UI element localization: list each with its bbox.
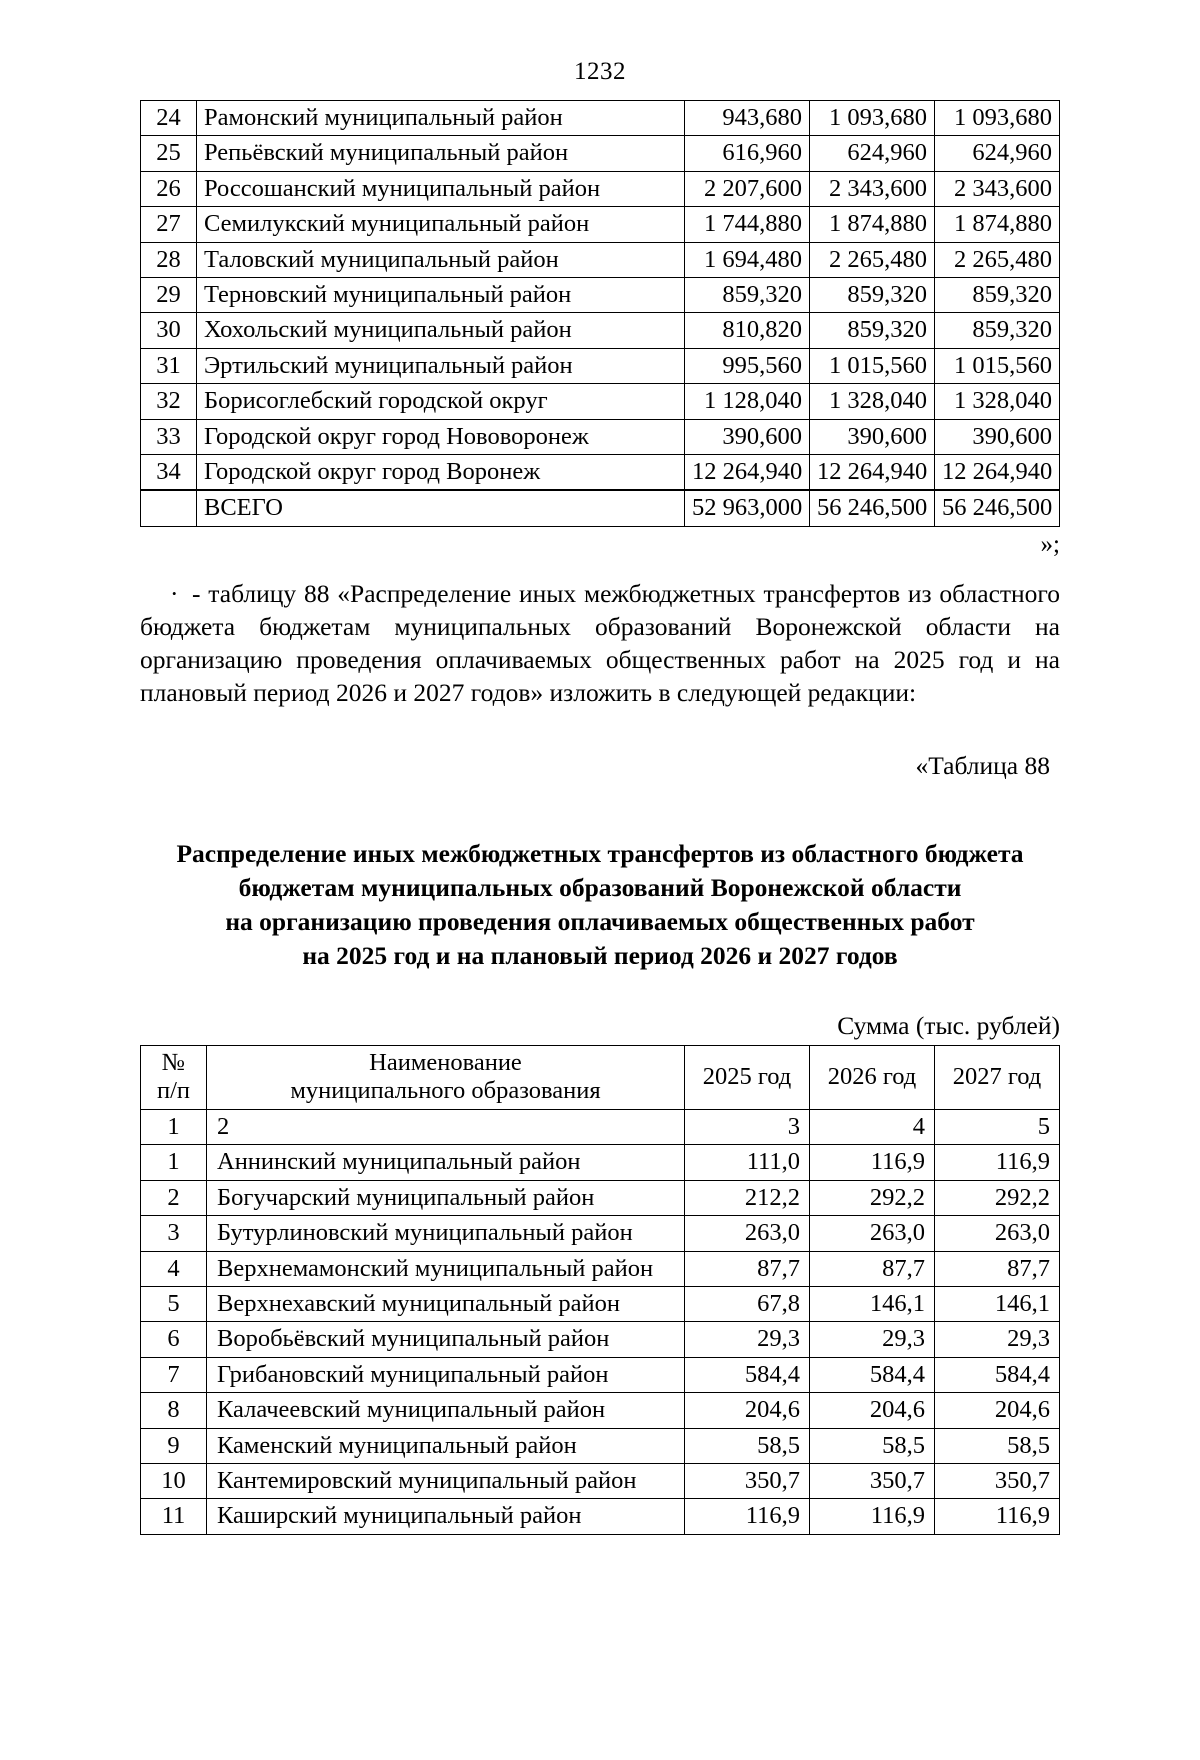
row-value-2027: 116,9 [935,1145,1060,1180]
table-row [141,1286,1060,1321]
row-number: 29 [141,278,197,313]
table-title-line-1: Распределение иных межбюджетных трансфертов из областного бюджета [176,839,1024,869]
column-number-4: 4 [810,1109,935,1144]
table-title-line-3: на организацию проведения оплачиваемых общественных работ [225,907,975,937]
table-head [141,1046,1060,1145]
table-row [141,1180,1060,1215]
row-name: Верхнехавский муниципальный район [207,1286,685,1321]
row-value-2025: 350,7 [685,1463,810,1498]
row-value-2027: 29,3 [935,1322,1060,1357]
row-value-2025: 116,9 [685,1499,810,1534]
table-row [141,1463,1060,1498]
row-number: 24 [141,101,197,136]
column-number-1: 1 [141,1109,207,1144]
row-value-2025: 67,8 [685,1286,810,1321]
header-number-line-2: п/п [156,1077,191,1105]
row-value-2027: 1 093,680 [935,101,1060,136]
total-value-2025: 52 963,000 [685,490,810,526]
row-value-2025: 87,7 [685,1251,810,1286]
row-value-2025: 263,0 [685,1216,810,1251]
table-label: «Таблица 88 [915,751,1050,781]
row-value-2025: 29,3 [685,1322,810,1357]
table-row [141,207,1060,242]
row-number: 32 [141,384,197,419]
row-number: 9 [141,1428,207,1463]
row-name: Верхнемамонский муниципальный район [207,1251,685,1286]
row-value-2025: 58,5 [685,1428,810,1463]
row-name: Таловский муниципальный район [197,242,685,277]
row-value-2027: 584,4 [935,1357,1060,1392]
row-name: Богучарский муниципальный район [207,1180,685,1215]
row-value-2027: 58,5 [935,1428,1060,1463]
table-row [141,384,1060,419]
row-value-2027: 204,6 [935,1393,1060,1428]
table-title [135,837,1065,973]
row-number: 1 [141,1145,207,1180]
row-value-2026: 390,600 [810,419,935,454]
row-number: 28 [141,242,197,277]
row-value-2026: 1 093,680 [810,101,935,136]
row-number: 31 [141,348,197,383]
total-value-2027: 56 246,500 [935,490,1060,526]
row-value-2025: 204,6 [685,1393,810,1428]
row-value-2027: 859,320 [935,278,1060,313]
row-value-2027: 1 015,560 [935,348,1060,383]
column-number-3: 3 [685,1109,810,1144]
header-cell-number [141,1046,207,1110]
row-value-2027: 2 265,480 [935,242,1060,277]
table-row [141,136,1060,171]
row-name: Каширский муниципальный район [207,1499,685,1534]
table-row [141,455,1060,491]
row-value-2027: 263,0 [935,1216,1060,1251]
row-number: 27 [141,207,197,242]
column-number-2: 2 [207,1109,685,1144]
row-name: Эртильский муниципальный район [197,348,685,383]
table-body [141,101,1060,527]
table-row [141,1393,1060,1428]
table-row [141,101,1060,136]
row-value-2026: 859,320 [810,278,935,313]
row-value-2027: 146,1 [935,1286,1060,1321]
row-value-2025: 1 694,480 [685,242,810,277]
row-value-2025: 995,560 [685,348,810,383]
table-row [141,313,1060,348]
row-value-2026: 116,9 [810,1145,935,1180]
row-number: 6 [141,1322,207,1357]
row-value-2026: 292,2 [810,1180,935,1215]
header-number-line-1: № [161,1049,186,1077]
paragraph-text: - таблицу 88 «Распределение иных межбюджетных трансфертов из областного бюджета бюджетам муниципальных образований Воронежской области на организацию проведения оплачиваемых общественных работ на 2025 год и на плановый период 2026 и 2027 годов» изложить в следующей редакции: [140,578,1060,708]
table-row [141,419,1060,454]
row-value-2025: 943,680 [685,101,810,136]
header-cell-year-2027: 2027 год [935,1046,1060,1110]
table-row [141,242,1060,277]
table-body [141,1145,1060,1534]
lead-dot-marker: · [170,578,179,608]
row-value-2026: 29,3 [810,1322,935,1357]
table-row [141,1251,1060,1286]
row-number: 30 [141,313,197,348]
row-name: Репьёвский муниципальный район [197,136,685,171]
header-name-line-1: Наименование [369,1049,522,1077]
row-name: Калачеевский муниципальный район [207,1393,685,1428]
row-value-2027: 292,2 [935,1180,1060,1215]
table-total-row [141,490,1060,526]
table-row [141,1216,1060,1251]
row-number: 4 [141,1251,207,1286]
row-value-2027: 390,600 [935,419,1060,454]
row-number: 26 [141,171,197,206]
row-value-2026: 350,7 [810,1463,935,1498]
table-row [141,1428,1060,1463]
table-row [141,278,1060,313]
row-value-2027: 87,7 [935,1251,1060,1286]
table-row [141,171,1060,206]
row-value-2026: 116,9 [810,1499,935,1534]
header-cell-year-2025: 2025 год [685,1046,810,1110]
row-value-2026: 859,320 [810,313,935,348]
row-value-2027: 624,960 [935,136,1060,171]
header-cell-name [207,1046,685,1110]
row-name: Городской округ город Воронеж [197,455,685,491]
table-continued-transfers [140,100,1060,527]
row-value-2025: 616,960 [685,136,810,171]
row-value-2026: 58,5 [810,1428,935,1463]
row-value-2027: 859,320 [935,313,1060,348]
total-value-2026: 56 246,500 [810,490,935,526]
table-row [141,1322,1060,1357]
row-name: Городской округ город Нововоронеж [197,419,685,454]
row-number: 10 [141,1463,207,1498]
row-value-2025: 390,600 [685,419,810,454]
table-row [141,348,1060,383]
row-number: 25 [141,136,197,171]
row-number: 2 [141,1180,207,1215]
row-name: Терновский муниципальный район [197,278,685,313]
total-label: ВСЕГО [197,490,685,526]
table-row [141,1145,1060,1180]
document-page [0,58,1200,1760]
total-number [141,490,197,526]
row-name: Борисоглебский городской округ [197,384,685,419]
row-number: 3 [141,1216,207,1251]
table-row [141,1499,1060,1534]
header-name-line-2: муниципального образования [290,1077,601,1105]
row-value-2026: 584,4 [810,1357,935,1392]
row-value-2026: 263,0 [810,1216,935,1251]
table-title-line-4: на 2025 год и на плановый период 2026 и 2027 годов [302,941,898,971]
row-value-2025: 859,320 [685,278,810,313]
row-value-2025: 584,4 [685,1357,810,1392]
row-value-2026: 1 328,040 [810,384,935,419]
row-number: 5 [141,1286,207,1321]
row-value-2027: 2 343,600 [935,171,1060,206]
row-value-2027: 1 874,880 [935,207,1060,242]
row-number: 8 [141,1393,207,1428]
row-name: Аннинский муниципальный район [207,1145,685,1180]
row-value-2026: 2 265,480 [810,242,935,277]
page-number: 1232 [574,58,626,85]
table-header-row [141,1046,1060,1110]
row-name: Рамонский муниципальный район [197,101,685,136]
row-value-2025: 810,820 [685,313,810,348]
row-value-2025: 212,2 [685,1180,810,1215]
row-name: Грибановский муниципальный район [207,1357,685,1392]
body-paragraph [140,577,1060,710]
row-value-2027: 12 264,940 [935,455,1060,491]
row-value-2027: 1 328,040 [935,384,1060,419]
row-number: 34 [141,455,197,491]
row-value-2025: 12 264,940 [685,455,810,491]
row-number: 7 [141,1357,207,1392]
row-value-2026: 204,6 [810,1393,935,1428]
row-name: Хохольский муниципальный район [197,313,685,348]
row-value-2027: 116,9 [935,1499,1060,1534]
row-number: 33 [141,419,197,454]
row-value-2026: 1 874,880 [810,207,935,242]
row-value-2026: 146,1 [810,1286,935,1321]
row-value-2025: 2 207,600 [685,171,810,206]
row-name: Россошанский муниципальный район [197,171,685,206]
row-name: Воробьёвский муниципальный район [207,1322,685,1357]
row-value-2025: 111,0 [685,1145,810,1180]
row-value-2026: 2 343,600 [810,171,935,206]
table-title-line-2: бюджетам муниципальных образований Воронежской области [238,873,962,903]
row-name: Каменский муниципальный район [207,1428,685,1463]
row-value-2026: 87,7 [810,1251,935,1286]
sum-caption: Сумма (тыс. рублей) [837,1011,1060,1041]
closing-quote: »; [1040,530,1060,558]
column-number-5: 5 [935,1109,1060,1144]
header-cell-year-2026: 2026 год [810,1046,935,1110]
row-name: Бутурлиновский муниципальный район [207,1216,685,1251]
table-column-number-row [141,1109,1060,1144]
table-row [141,1357,1060,1392]
table-88-public-works [140,1045,1060,1535]
row-value-2026: 12 264,940 [810,455,935,491]
row-name: Кантемировский муниципальный район [207,1463,685,1498]
row-number: 11 [141,1499,207,1534]
row-value-2026: 624,960 [810,136,935,171]
row-value-2025: 1 128,040 [685,384,810,419]
row-value-2027: 350,7 [935,1463,1060,1498]
row-value-2026: 1 015,560 [810,348,935,383]
row-value-2025: 1 744,880 [685,207,810,242]
row-name: Семилукский муниципальный район [197,207,685,242]
